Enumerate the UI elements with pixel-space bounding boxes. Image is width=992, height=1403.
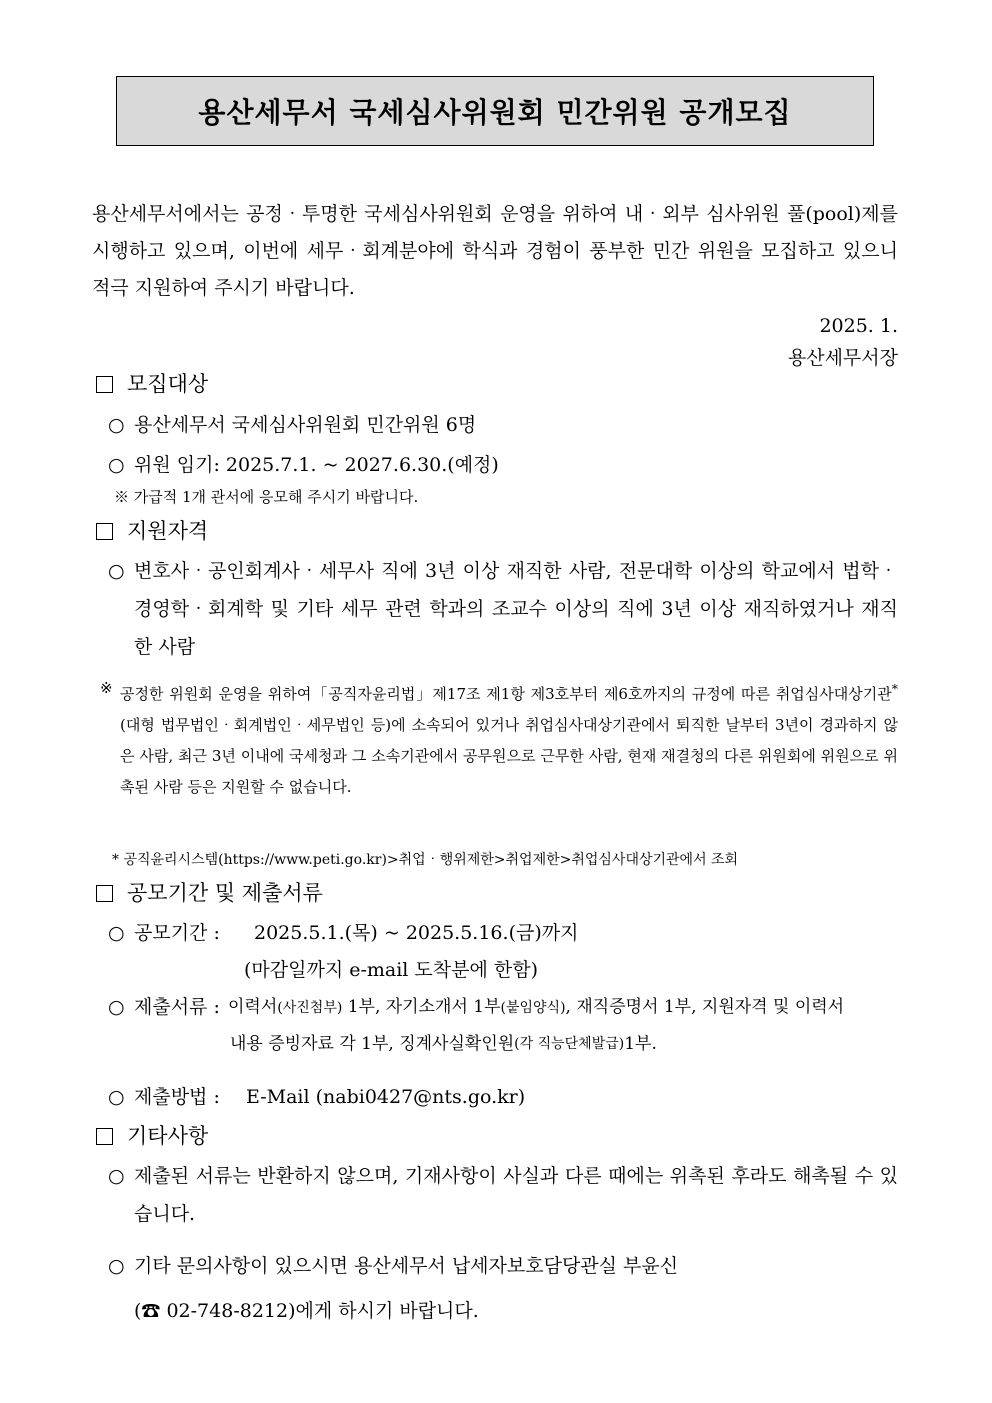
period-note: (마감일까지 e-mail 도착분에 한함) [244,959,538,981]
list-item: ○ 용산세무서 국세심사위원회 민간위원 6명 [108,406,898,444]
list-item: ○ 위원 임기: 2025.7.1. ~ 2027.6.30.(예정) [108,446,898,484]
docs-row: ○ 제출서류 : 이력서(사진첨부) 1부, 자기소개서 1부(붙임양식), 재직증명서 1부, 지원자격 및 이력서 [108,988,898,1027]
list-item: ○ 변호사‧공인회계사‧세무사 직에 3년 이상 재직한 사람, 전문대학 이상의 학교에서 법학‧경영학‧회계학 및 기타 세무 관련 학과의 조교수 이상의 직에 3년 이상 재직하였거나 재직한 사람 [108,552,898,666]
section-heading: 기타사항 [127,1124,209,1148]
checkbox-square-icon [96,1128,113,1145]
date-block [788,310,898,374]
checkbox-square-icon [96,523,113,540]
method-row: ○ 제출방법 : E-Mail (nabi0427@nts.go.kr) [108,1078,525,1116]
checkbox-square-icon [96,376,113,393]
page-title: 용산세무서 국세심사위원회 민간위원 공개모집 [198,96,792,129]
reference-mark: ※ [100,679,113,697]
intro-paragraph: 용산세무서에서는 공정‧투명한 국세심사위원회 운영을 위하여 내‧외부 심사위원 풀(pool)제를 시행하고 있으며, 이번에 세무‧회계분야에 학식과 경험이 풍부한 민간 위원을 모집하고 있으니 적극 지원하여 주시기 바랍니다. [92,203,898,299]
title-box [116,76,874,146]
list-item: ○ 기타 문의사항이 있으시면 용산세무서 납세자보호담당관실 부윤신 [108,1247,898,1285]
section-qualification [96,516,208,546]
footnote: * 공직윤리시스템(https://www.peti.go.kr)>취업‧행위제한>취업제한>취업심사대상기관에서 조회 [112,852,739,868]
section-heading: 공모기간 및 제출서류 [127,881,323,905]
recruit-note: ※ 가급적 1개 관서에 응모해 주시기 바랍니다. [114,488,419,506]
docs-row-cont: 내용 증빙자료 각 1부, 징계사실확인원 (각 직능단체발급) 1부. [230,1034,657,1054]
circle-bullet-icon: ○ [108,1086,125,1108]
section-etc [96,1121,208,1151]
checkbox-square-icon [96,885,113,902]
circle-bullet-icon: ○ [108,1255,125,1277]
contact-line: (☎ 02-748-8212)에게 하시기 바랍니다. [134,1300,479,1322]
section-heading: 모집대상 [127,372,209,396]
circle-bullet-icon: ○ [108,454,125,476]
list-item: ○ 제출된 서류는 반환하지 않으며, 기재사항이 사실과 다른 때에는 위촉된 후라도 해촉될 수 있습니다. [108,1157,898,1233]
circle-bullet-icon: ○ [108,922,125,944]
circle-bullet-icon: ○ [108,414,125,436]
circle-bullet-icon: ○ [108,996,125,1018]
section-recruit [96,369,208,399]
circle-bullet-icon: ○ [108,1165,125,1187]
section-heading: 지원자격 [127,519,209,543]
circle-bullet-icon: ○ [108,560,125,582]
date: 2025. 1. [819,315,898,337]
section-period [96,878,323,908]
period-row: ○ 공모기간 : 2025.5.1.(목) ~ 2025.5.16.(금)까지 [108,914,578,952]
issuer: 용산세무서장 [787,347,898,369]
qualification-note: ※ 공정한 위원회 운영을 위하여「공직자윤리법」제17조 제1항 제3호부터 제6호까지의 규정에 따른 취업심사대상기관*(대형 법무법인‧회계법인‧세무법인 등)에 소속되어 있거나 취업심사대상기관에서 퇴직한 날부터 3년이 경과하지 않은 사람, 최근 3년 이내에 국세청과 그 소속기관에서 공무원으로 근무한 사람, 현재 재결청의 다른 위원회에 위원으로 위촉된 사람 등은 지원할 수 없습니다. [100,673,898,803]
